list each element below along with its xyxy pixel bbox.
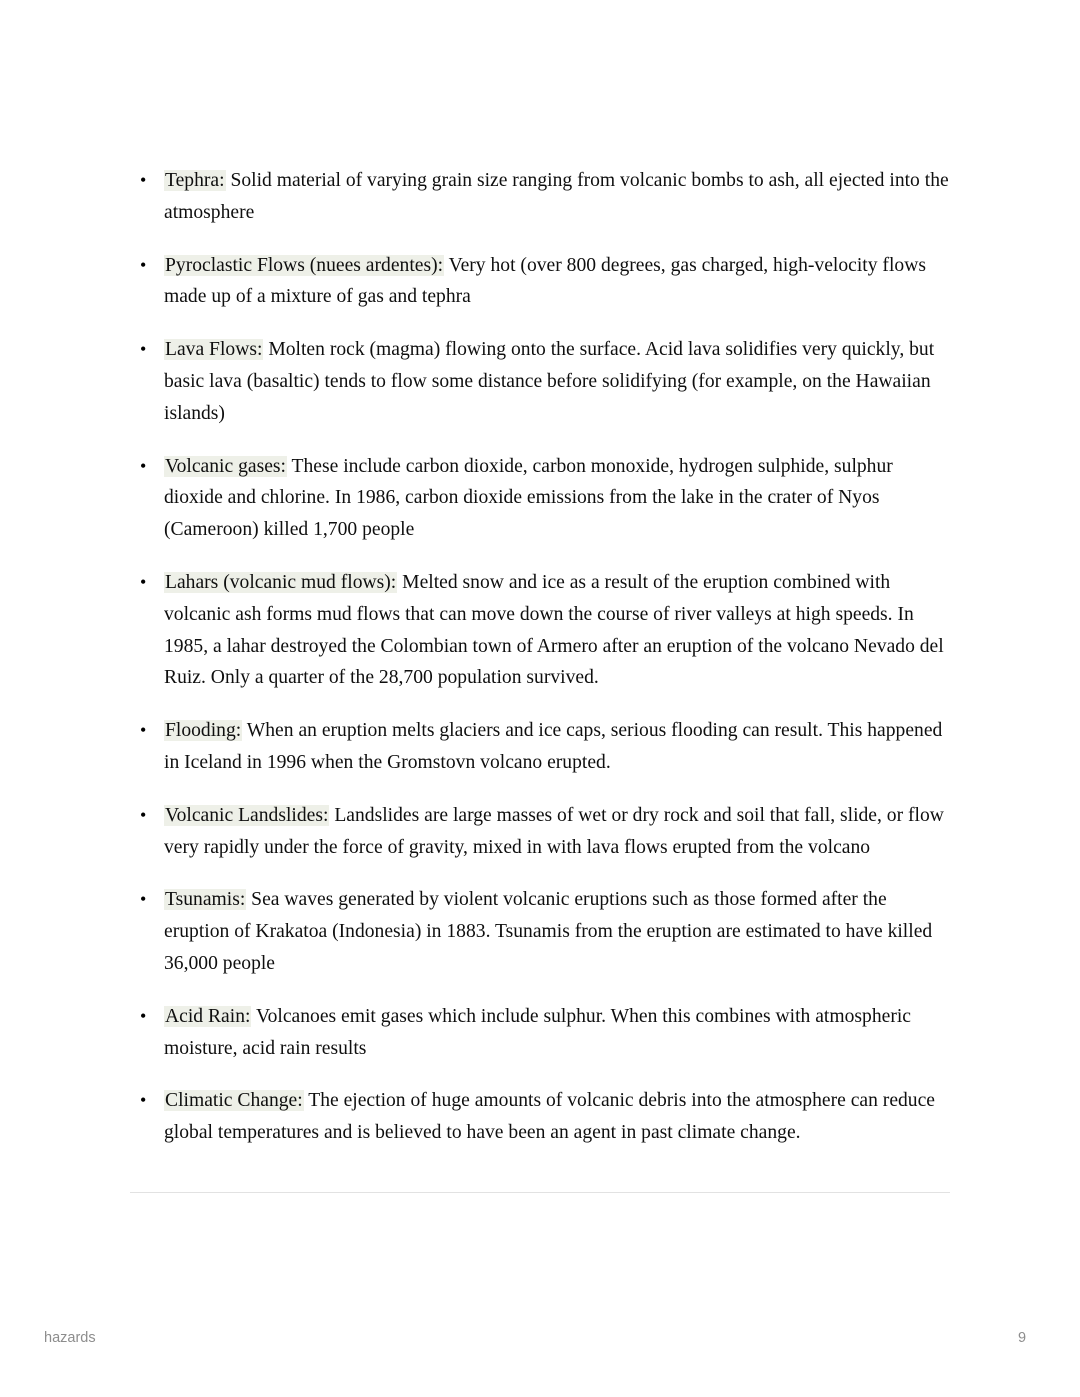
list-item: [130, 884, 950, 979]
page-number: 9: [1018, 1330, 1027, 1346]
hazard-term: Acid Rain:: [165, 1005, 251, 1027]
list-item: [130, 800, 950, 864]
hazard-term: Lahars (volcanic mud flows):: [165, 571, 397, 593]
hazard-term: Climatic Change:: [165, 1090, 303, 1112]
list-item: [130, 451, 950, 546]
list-item: [130, 1085, 950, 1149]
list-item: [130, 165, 950, 229]
hazard-description: These include carbon dioxide, carbon monoxide, hydrogen sulphide, sulphur dioxide and chlorine. In 1986, carbon dioxide emissions from the lake in the crater of Nyos (Cameroon) killed 1,700 people: [164, 455, 893, 541]
list-item: [130, 567, 950, 694]
hazard-term: Flooding:: [165, 720, 242, 742]
hazard-description: Very hot (over 800 degrees, gas charged, high-velocity flows made up of a mixture of gas and tephra: [164, 254, 926, 308]
footer-label: hazards: [44, 1330, 96, 1346]
hazard-term: Tsunamis:: [165, 889, 246, 911]
hazard-description: Solid material of varying grain size ranging from volcanic bombs to ash, all ejected into the atmosphere: [164, 170, 949, 223]
footer-divider: [130, 1192, 950, 1193]
hazard-description: Volcanoes emit gases which include sulphur. When this combines with atmospheric moisture, acid rain results: [164, 1005, 911, 1059]
hazard-term: Volcanic gases:: [165, 455, 286, 477]
volcanic-hazards-list-container: [130, 165, 950, 1170]
hazard-term: Volcanic Landslides:: [165, 804, 329, 826]
hazard-description: Landslides are large masses of wet or dry rock and soil that fall, slide, or flow very rapidly under the force of gravity, mixed in with lava flows erupted from the volcano: [164, 804, 944, 858]
hazard-term: Tephra:: [165, 170, 225, 191]
hazard-term: Pyroclastic Flows (nuees ardentes):: [165, 254, 444, 276]
hazard-description: Molten rock (magma) flowing onto the surface. Acid lava solidifies very quickly, but basic lava (basaltic) tends to flow some distance before solidifying (for example, on the Hawaiian islands): [164, 339, 935, 424]
list-item: [130, 250, 950, 314]
hazard-description: The ejection of huge amounts of volcanic debris into the atmosphere can reduce global temperatures and is believed to have been an agent in past climate change.: [164, 1090, 936, 1144]
list-item: [130, 334, 950, 429]
hazards-bullet-list: [130, 165, 950, 1149]
hazard-description: Melted snow and ice as a result of the eruption combined with volcanic ash forms mud flows that can move down the course of river valleys at high speeds. In 1985, a lahar destroyed the Colombian town of Armero after an eruption of the volcano Nevado del Ruiz. Only a quarter of the 28,700 population survived.: [164, 571, 944, 689]
hazard-description: When an eruption melts glaciers and ice caps, serious flooding can result. This happened in Iceland in 1996 when the Gromstovn volcano erupted.: [164, 720, 943, 773]
list-item: [130, 715, 950, 779]
hazard-term: Lava Flows:: [165, 339, 263, 361]
list-item: [130, 1001, 950, 1065]
hazard-description: Sea waves generated by violent volcanic eruptions such as those formed after the eruption of Krakatoa (Indonesia) in 1883. Tsunamis from the eruption are estimated to have killed 36,000 people: [164, 889, 933, 974]
